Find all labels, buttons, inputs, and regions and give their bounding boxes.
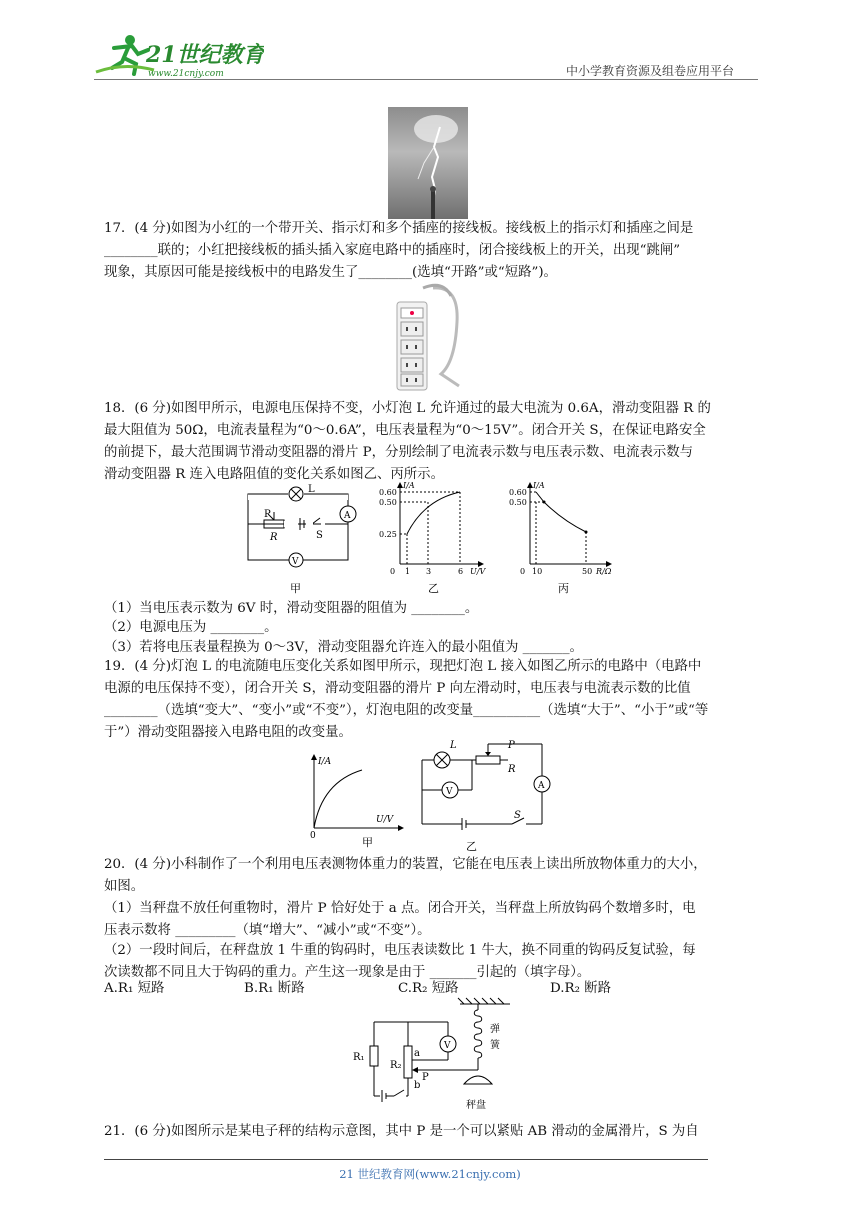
- q18-sub3: （3）若将电压表量程换为 0～3V，滑动变阻器允许连入的最小阻值为 _______。: [104, 640, 583, 655]
- q19-line1: 19．(4 分)灯泡 L 的电流随电压变化关系如图甲所示，现把灯泡 L 接入如图乙所示的电路中（电路中: [104, 659, 702, 674]
- chart-bing-xtick: 50: [582, 567, 593, 576]
- q17-line1: 17．(4 分)如图为小红的一个带开关、指示灯和多个插座的接线板。接线板上的指示灯和插座之间是: [104, 221, 694, 236]
- q19-voltmeter-V: V: [446, 787, 453, 797]
- lightning-photo: [388, 107, 468, 219]
- caption-jia: 甲: [290, 582, 301, 595]
- q19-line4: 于”）滑动变阻器接入电路电阻的改变量。: [104, 725, 352, 740]
- label-spring-1: 弹: [490, 1024, 500, 1035]
- q19-ylabel: I/A: [318, 757, 332, 767]
- label-S: S: [316, 530, 323, 541]
- ammeter-A: A: [344, 511, 351, 521]
- caption-yi: 乙: [428, 582, 439, 595]
- chart-yi-ytick: 0.25: [379, 530, 397, 539]
- q19-caption-jia: 甲: [362, 836, 373, 848]
- q18-circuit-jia: [240, 480, 360, 598]
- footer-divider: [104, 1159, 708, 1160]
- chart-bing-xtick: 10: [532, 567, 543, 576]
- q20-sub2a: （2）一段时间后，在秤盘放 1 牛重的钩码时，电压表读数比 1 牛大，换不同重的钩码反复试验，每: [104, 943, 696, 958]
- q19-ammeter-A: A: [538, 781, 545, 791]
- q19-label-S: S: [514, 810, 521, 821]
- chart-yi-xtick: 1: [405, 567, 411, 576]
- q19-label-R: R: [508, 764, 516, 775]
- label-R2: R₂: [390, 1060, 402, 1071]
- label-R: R: [270, 532, 278, 543]
- chart-yi-ytick: 0.60: [379, 488, 397, 497]
- q21-line1: 21．(6 分)如图所示是某电子秤的结构示意图，其中 P 是一个可以紧贴 AB 滑动的金属滑片，S 为自: [104, 1124, 699, 1139]
- site-logo: [94, 32, 264, 82]
- q20-line1: 20．(4 分)小科制作了一个利用电压表测物体重力的装置，它能在电压表上读出所放物体重力的大小，: [104, 857, 707, 872]
- q18-line3: 的前提下，最大范围调节滑动变阻器的滑片 P，分别绘制了电流表示数与电压表示数、电流表示数与: [104, 445, 694, 460]
- option-c: C.R₂ 短路: [398, 981, 459, 996]
- logo-text: 21世纪教育: [146, 42, 264, 68]
- chart-yi-ytick: 0.50: [379, 498, 397, 507]
- label-P: P: [264, 509, 271, 520]
- q20-sub1a: （1）当秤盘不放任何重物时，滑片 P 恰好处于 a 点。闭合开关，当秤盘上所放钩码个数增多时，电: [104, 901, 696, 916]
- chart-yi-xtick: 0: [390, 567, 396, 576]
- q20-line2: 如图。: [104, 879, 145, 894]
- label-spring-2: 簧: [490, 1040, 500, 1051]
- q19-graph-jia: [302, 752, 406, 848]
- label-slider-P: P: [422, 1072, 429, 1083]
- label-scale-pan: 秤盘: [466, 1100, 486, 1111]
- q18-line1: 18．(6 分)如图甲所示，电源电压保持不变，小灯泡 L 允许通过的最大电流为 0.6A，滑动变阻器 R 的: [104, 401, 711, 416]
- chart-bing-ytick: 0.60: [509, 488, 527, 497]
- q20-scale-circuit: [352, 996, 518, 1114]
- q17-line2: ________联的；小红把接线板的插头插入家庭电路中的插座时，闭合接线板上的开关，出现“跳闸”: [104, 243, 681, 258]
- option-d: D.R₂ 断路: [550, 981, 612, 996]
- chart-yi-xtick: 6: [458, 567, 464, 576]
- q17-line3: 现象，其原因可能是接线板中的电路发生了________(选填“开路”或“短路”)。: [104, 265, 557, 280]
- power-strip-photo: [393, 282, 463, 392]
- header-platform-text: 中小学教育资源及组卷应用平台: [566, 64, 735, 78]
- q19-line2: 电源的电压保持不变），闭合开关 S，滑动变阻器的滑片 P 向左滑动时，电压表与电流表示数的比值: [104, 681, 691, 696]
- q18-sub2: （2）电源电压为 ________。: [104, 620, 278, 635]
- q20-sub1b: 压表示数将 _________（填“增大”、“减小”或“不变”）。: [104, 923, 431, 938]
- q18-sub1: （1）当电压表示数为 6V 时，滑动变阻器的阻值为 ________。: [104, 601, 479, 616]
- chart-yi-ylabel: I/A: [403, 481, 415, 490]
- q19-circuit-yi: [414, 734, 554, 852]
- q19-line3: ________（选填“变大”、“变小”或“不变”），灯泡电阻的改变量__________（选填“大于”、“小于”或“等: [104, 703, 709, 718]
- option-b: B.R₁ 断路: [244, 981, 305, 996]
- chart-yi-xlabel: U/V: [470, 567, 486, 576]
- q19-label-P: P: [508, 740, 515, 751]
- q20-voltmeter-V: V: [444, 1041, 451, 1051]
- chart-bing-xlabel: R/Ω: [596, 567, 612, 576]
- q18-line2: 最大阻值为 50Ω，电流表量程为“0～0.6A”，电压表量程为“0～15V”。闭合开关 S，在保证电路安全: [104, 423, 706, 438]
- q18-chart-bing: [500, 480, 620, 598]
- label-L: L: [308, 484, 315, 495]
- chart-bing-ytick: 0.50: [509, 498, 527, 507]
- q18-line4: 滑动变阻器 R 连入电路阻值的变化关系如图乙、丙所示。: [104, 467, 444, 482]
- header-divider: [94, 79, 758, 80]
- label-b: b: [414, 1080, 421, 1091]
- q19-label-L: L: [450, 740, 457, 751]
- caption-bing: 丙: [558, 582, 569, 595]
- logo-url: www.21cnjy.com: [148, 69, 224, 79]
- option-a: A.R₁ 短路: [104, 981, 165, 996]
- q20-sub2b: 次读数都不同且大于钩码的重力。产生这一现象是由于 _______引起的（填字母）。: [104, 965, 591, 980]
- q19-xlabel: U/V: [376, 815, 394, 825]
- q19-origin: 0: [310, 831, 316, 841]
- q18-chart-yi: [370, 480, 490, 598]
- chart-yi-xtick: 3: [426, 567, 432, 576]
- footer-text: 21 世纪教育网(www.21cnjy.com): [339, 1167, 521, 1181]
- chart-bing-xtick: 0: [520, 567, 526, 576]
- label-a: a: [414, 1048, 420, 1059]
- chart-bing-ylabel: I/A: [533, 481, 545, 490]
- voltmeter-V: V: [292, 557, 299, 567]
- q19-caption-yi: 乙: [466, 840, 477, 852]
- label-R1: R₁: [353, 1052, 365, 1063]
